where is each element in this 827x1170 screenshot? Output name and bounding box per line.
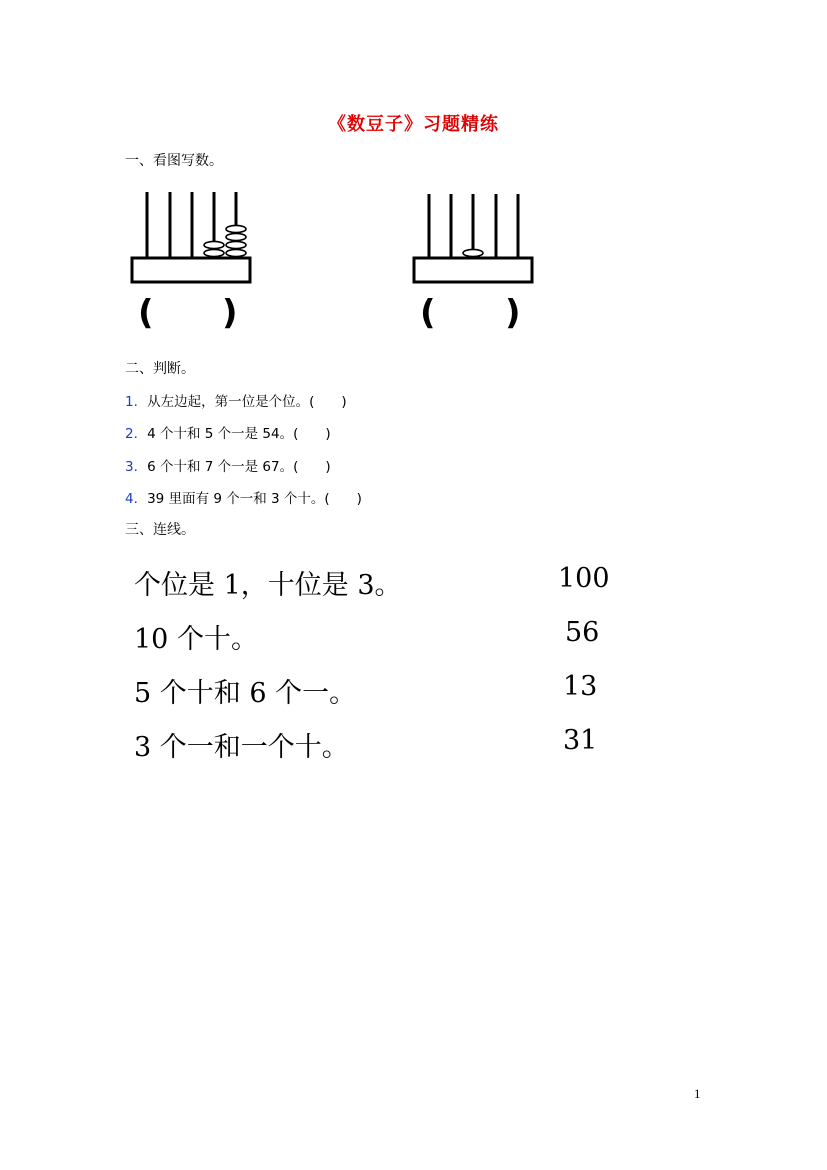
- match-left-4: 3 个一和一个十。: [134, 732, 349, 763]
- judge-item-number: 4．: [125, 491, 148, 507]
- abacus-bead: [226, 249, 246, 256]
- judge-item-3: [125, 455, 331, 475]
- abacus-bead: [226, 241, 246, 248]
- match-right-3: 13: [563, 671, 598, 702]
- match-right-2: 56: [565, 617, 600, 648]
- match-left-1: 个位是 1，十位是 3。: [134, 570, 402, 601]
- match-right-1: 100: [558, 563, 610, 594]
- abacus-bead: [226, 225, 246, 232]
- section-3-heading: 三、连线。: [125, 522, 195, 538]
- abacus-bead: [226, 233, 246, 240]
- abacus-bead: [463, 249, 483, 256]
- judge-item-text: 4 个十和 5 个一是 54。( ): [147, 426, 331, 442]
- judge-item-number: 2．: [125, 426, 148, 442]
- section-2-heading: 二、判断。: [125, 361, 195, 377]
- page-title: 《数豆子》习题精练: [328, 114, 499, 135]
- judge-item-number: 1．: [125, 394, 148, 410]
- match-left-2: 10 个十。: [134, 624, 258, 655]
- abacus-1: [128, 190, 254, 286]
- section-1-heading: 一、看图写数。: [125, 153, 223, 169]
- abacus-base: [414, 258, 532, 282]
- answer-close-paren-1: ): [222, 293, 238, 333]
- judge-item-1: [125, 390, 347, 410]
- answer-open-paren-2: (: [420, 293, 436, 333]
- abacus-bead: [204, 241, 224, 248]
- answer-close-paren-2: ): [505, 293, 521, 333]
- match-left-3: 5 个十和 6 个一。: [134, 678, 357, 709]
- judge-item-2: [125, 422, 331, 442]
- abacus-base: [132, 258, 250, 282]
- page-number: 1: [694, 1086, 701, 1101]
- judge-item-number: 3．: [125, 459, 148, 475]
- judge-item-text: 从左边起，第一位是个位。( ): [147, 394, 347, 410]
- match-right-4: 31: [563, 725, 598, 756]
- judge-item-text: 6 个十和 7 个一是 67。( ): [147, 459, 331, 475]
- answer-open-paren-1: (: [138, 293, 154, 333]
- abacus-2: [410, 192, 536, 286]
- judge-item-4: [125, 487, 362, 507]
- abacus-bead: [204, 249, 224, 256]
- judge-item-text: 39 里面有 9 个一和 3 个十。( ): [147, 491, 362, 507]
